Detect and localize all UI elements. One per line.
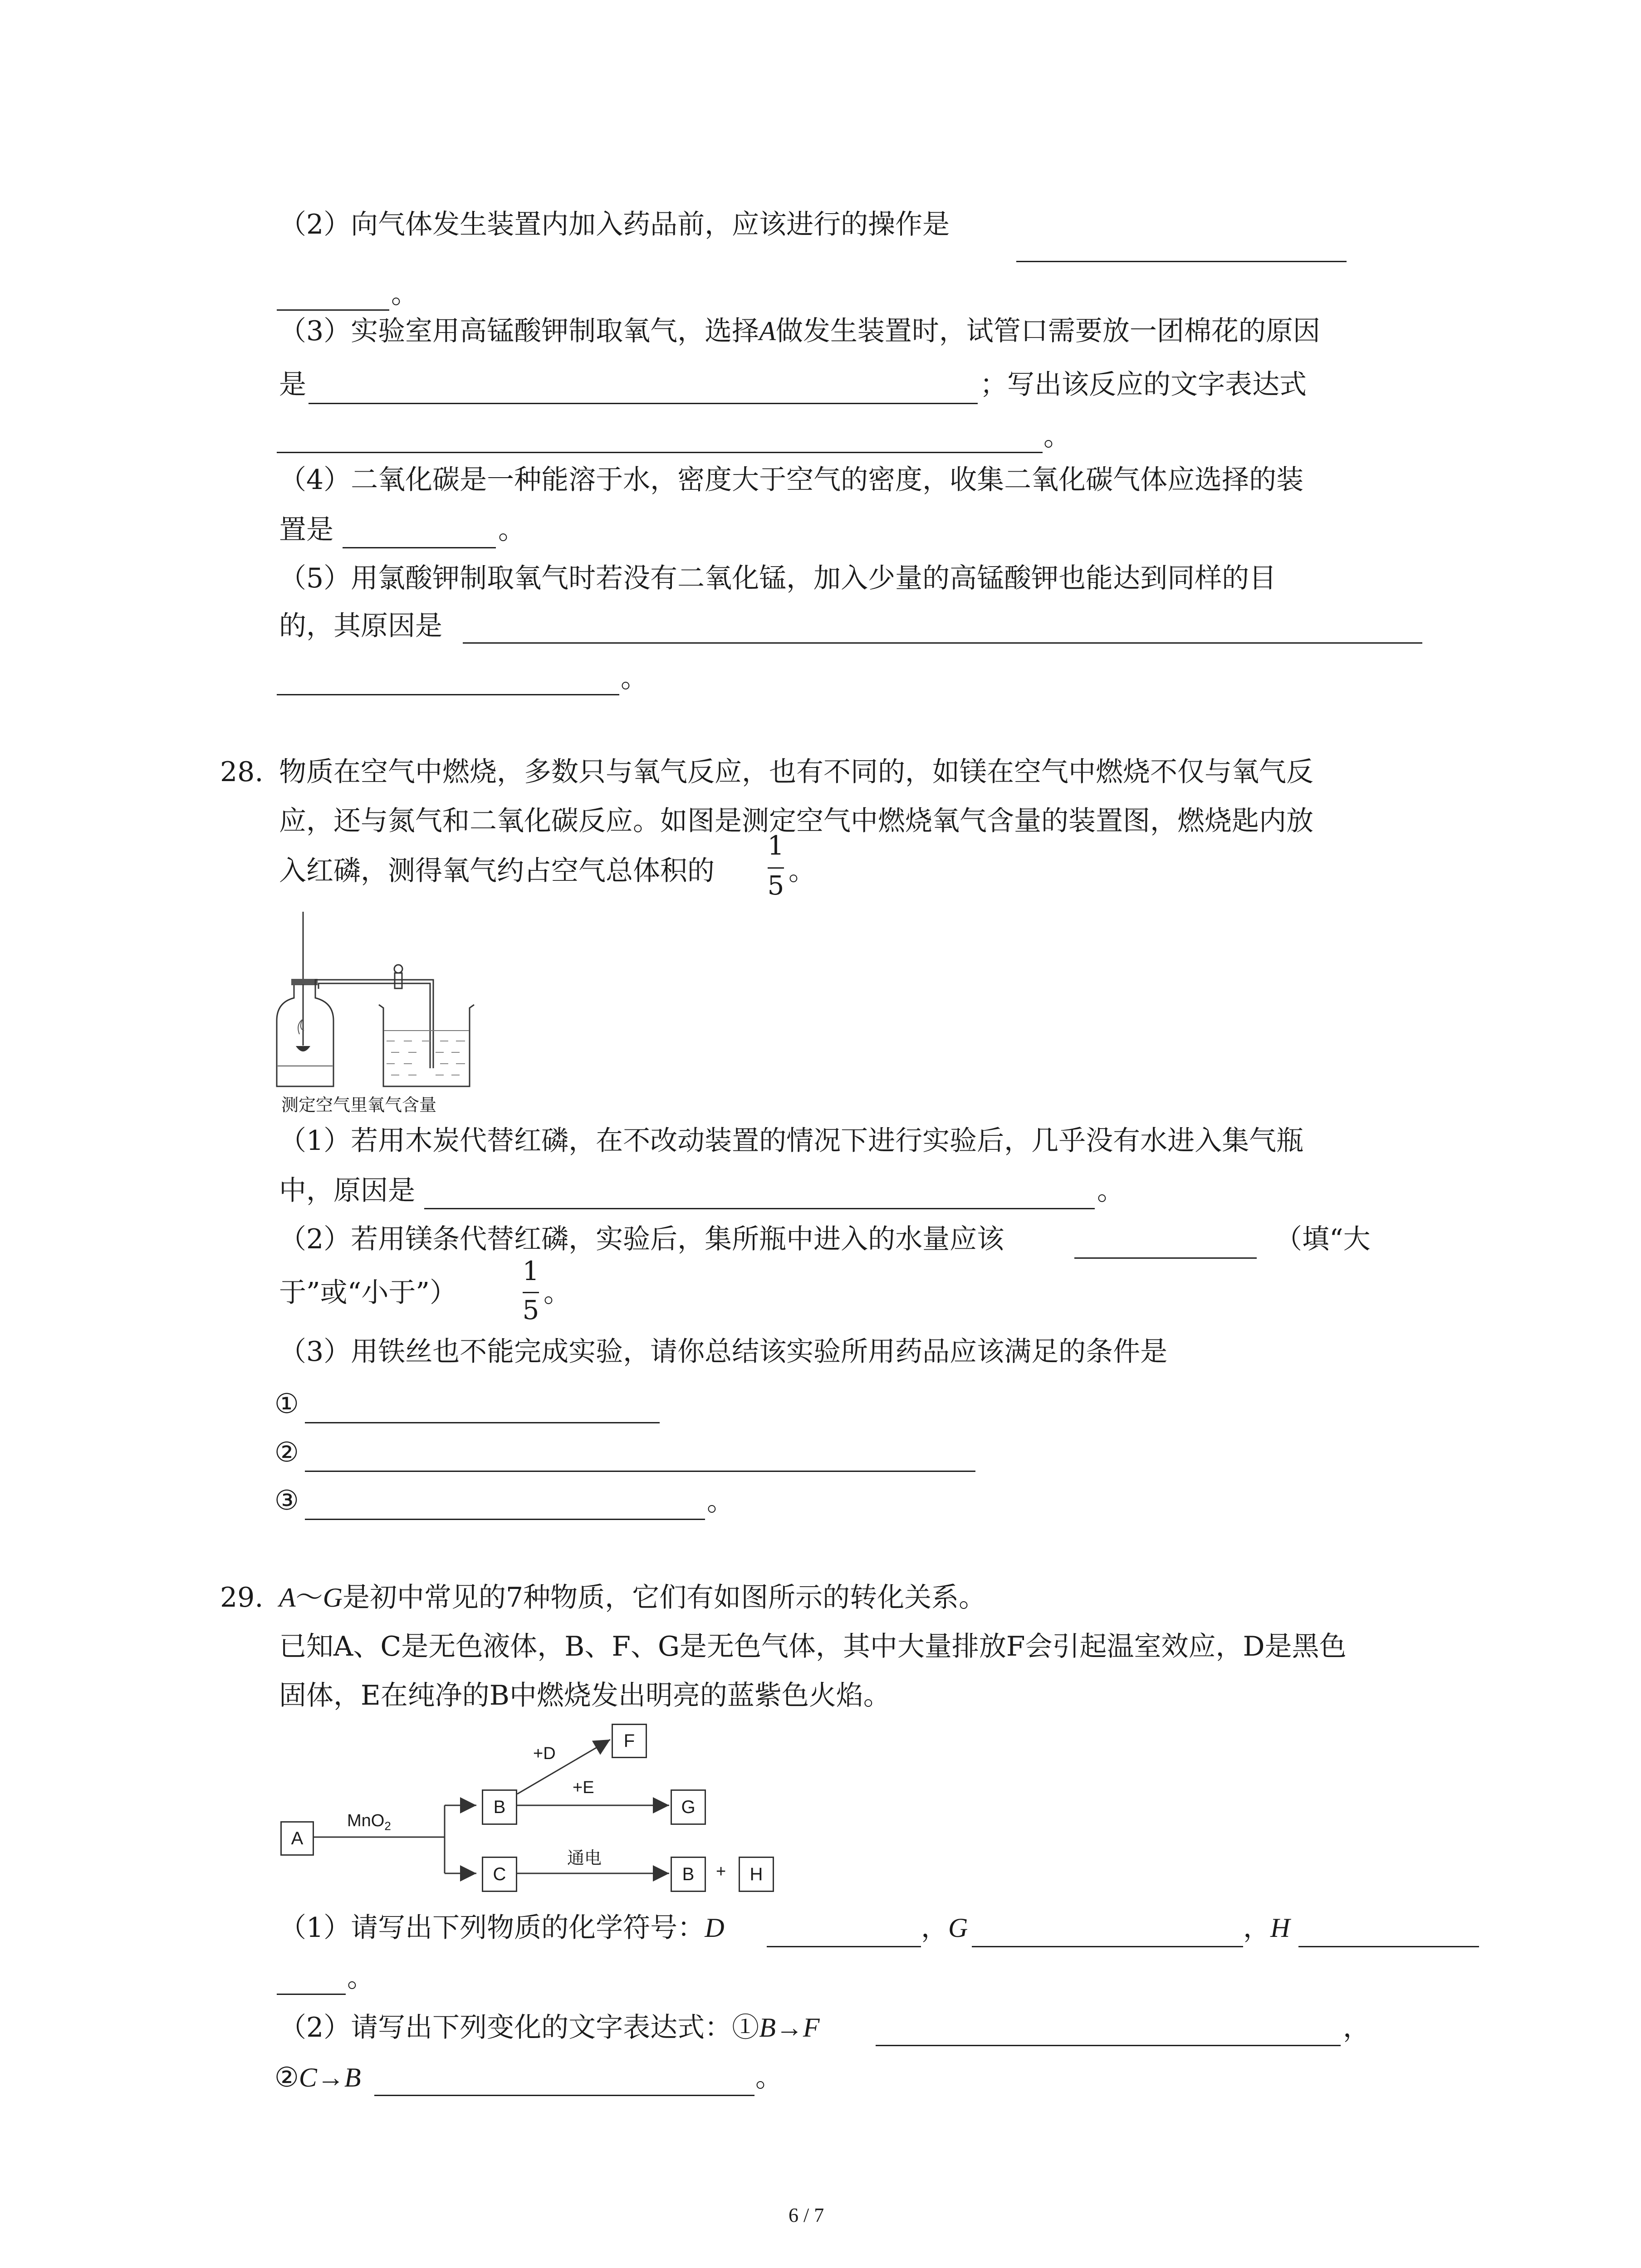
q28-fraction-denominator: 5 <box>767 870 784 901</box>
q27-part4-line1: （4）二氧化碳是一种能溶于水，密度大于空气的密度，收集二氧化碳气体应选择的装 <box>279 464 1304 496</box>
q29-part2-end: 。 <box>755 2062 783 2093</box>
q27-part3-blank-equation[interactable] <box>277 452 1043 453</box>
node-G: G <box>671 1789 706 1825</box>
node-B: B <box>482 1789 517 1825</box>
electrolysis-label: 通电 <box>567 1849 602 1868</box>
apparatus-caption: 测定空气里氧气含量 <box>281 1096 437 1115</box>
q27-part4-line2a: 置是 <box>279 514 333 546</box>
q27-part3-line2b: ；写出该反应的文字表达式 <box>980 369 1307 401</box>
q29-stem-line1: A～G是初中常见的7种物质，它们有如图所示的转化关系。 <box>279 1582 986 1613</box>
q28-condition-1-marker: ① <box>274 1388 299 1420</box>
q28-number: 28. <box>220 756 264 788</box>
q28-stem-line2: 应，还与氮气和二氧化碳反应。如图是测定空气中燃烧氧气含量的装置图，燃烧匙内放 <box>279 805 1313 837</box>
q29-part1-blank-H-a[interactable] <box>1298 1946 1479 1947</box>
q28-part2-fraction-bar <box>523 1292 539 1293</box>
q27-part4-end: 。 <box>498 514 525 546</box>
node-F: F <box>612 1724 647 1758</box>
q27-part2-blank-b[interactable] <box>277 309 389 311</box>
q29-part2: （2）请写出下列变化的文字表达式：①B→F <box>279 2012 820 2043</box>
node-A: A <box>280 1821 314 1856</box>
q28-condition-2-marker: ② <box>274 1437 299 1468</box>
node-B-product: B <box>671 1857 706 1892</box>
q29-part2-comma: ， <box>1343 2012 1370 2043</box>
q28-part2-end: 。 <box>544 1277 571 1309</box>
q28-part2-blank[interactable] <box>1074 1257 1257 1259</box>
q28-stem-line1: 物质在空气中燃烧，多数只与氧气反应，也有不同的，如镁在空气中燃烧不仅与氧气反 <box>279 756 1313 788</box>
q27-part2-blank-a[interactable] <box>1016 261 1347 262</box>
q27-part2-end: 。 <box>391 278 418 310</box>
q27-part5-line1: （5）用氯酸钾制取氧气时若没有二氧化锰，加入少量的高锰酸钾也能达到同样的目 <box>279 562 1277 594</box>
node-H: H <box>739 1857 774 1892</box>
q29-stem-line3: 固体，E在纯净的B中燃烧发出明亮的蓝紫色火焰。 <box>279 1680 891 1711</box>
q29-part1-blank-H-b[interactable] <box>277 1994 346 1995</box>
q28-fraction-numerator: 1 <box>767 830 784 861</box>
q29-part2-blank-BF[interactable] <box>876 2045 1341 2046</box>
q29-stem-line2: 已知A、C是无色液体，B、F、G是无色气体，其中大量排放F会引起温室效应，D是黑色 <box>279 1631 1347 1662</box>
q27-part3-line2a: 是 <box>279 369 306 401</box>
q28-condition-3-blank[interactable] <box>305 1519 705 1520</box>
q28-part1-line2a: 中，原因是 <box>279 1175 415 1207</box>
transformation-diagram-arrows <box>272 1715 817 1905</box>
q29-part1-comma2: ，H <box>1243 1912 1290 1944</box>
q28-condition-1-blank[interactable] <box>305 1422 660 1423</box>
q28-stem-line3: 入红磷，测得氧气约占空气总体积的 <box>279 855 715 887</box>
q28-part2-line1a: （2）若用镁条代替红磷，实验后，集所瓶中进入的水量应该 <box>279 1223 1004 1255</box>
catalyst-label: MnO$_2$ <box>347 1811 391 1833</box>
plus-sign: + <box>716 1862 726 1881</box>
q28-part2-fraction-denominator: 5 <box>522 1295 539 1325</box>
q28-part2-line1b: （填“大 <box>1275 1223 1371 1255</box>
q29-part1: （1）请写出下列物质的化学符号：D <box>279 1912 725 1944</box>
q29-part2-blank-CB[interactable] <box>374 2095 754 2096</box>
q29-part2-second: ②C→B <box>274 2062 361 2093</box>
q28-condition-2-blank[interactable] <box>305 1471 975 1472</box>
q29-part1-comma1: ，G <box>921 1912 968 1944</box>
node-C: C <box>482 1857 517 1892</box>
q27-part3-blank-reason[interactable] <box>309 403 978 404</box>
q28-part2-fraction-numerator: 1 <box>522 1256 539 1286</box>
q27-part5-line2a: 的，其原因是 <box>279 610 442 642</box>
q29-part1-blank-G[interactable] <box>972 1946 1243 1947</box>
page-number: 6 / 7 <box>789 2204 824 2226</box>
q28-part1-line1: （1）若用木炭代替红磷，在不改动装置的情况下进行实验后，几乎没有水进入集气瓶 <box>279 1125 1304 1157</box>
q27-part5-end: 。 <box>621 662 648 694</box>
q28-condition-3-marker: ③ <box>274 1485 299 1516</box>
q27-part4-blank[interactable] <box>343 547 496 548</box>
plus-e-label: +E <box>573 1778 594 1797</box>
q28-part1-end: 。 <box>1097 1175 1124 1207</box>
q28-stem-line3-end: 。 <box>789 855 816 887</box>
q28-condition-3-end: 。 <box>707 1486 734 1517</box>
q27-part5-blank-b[interactable] <box>277 694 619 695</box>
q28-part2-line2a: 于”或“小于”） <box>279 1277 457 1309</box>
q28-part3-line1: （3）用铁丝也不能完成实验，请你总结该实验所用药品应该满足的条件是 <box>279 1336 1168 1368</box>
q28-fraction-bar <box>768 867 784 869</box>
q29-part1-blank-D[interactable] <box>767 1946 921 1947</box>
q29-part1-end: 。 <box>347 1962 374 1994</box>
q27-part3-line1: （3）实验室用高锰酸钾制取氧气，选择A做发生装置时，试管口需要放一团棉花的原因 <box>279 315 1320 347</box>
q28-part1-blank[interactable] <box>424 1208 1095 1209</box>
plus-d-label: +D <box>533 1744 556 1763</box>
q27-part2: （2）向气体发生装置内加入药品前，应该进行的操作是 <box>279 209 950 240</box>
q27-part5-blank-a[interactable] <box>463 642 1422 644</box>
q27-part3-end: 。 <box>1043 420 1071 452</box>
q29-number: 29. <box>220 1582 264 1613</box>
